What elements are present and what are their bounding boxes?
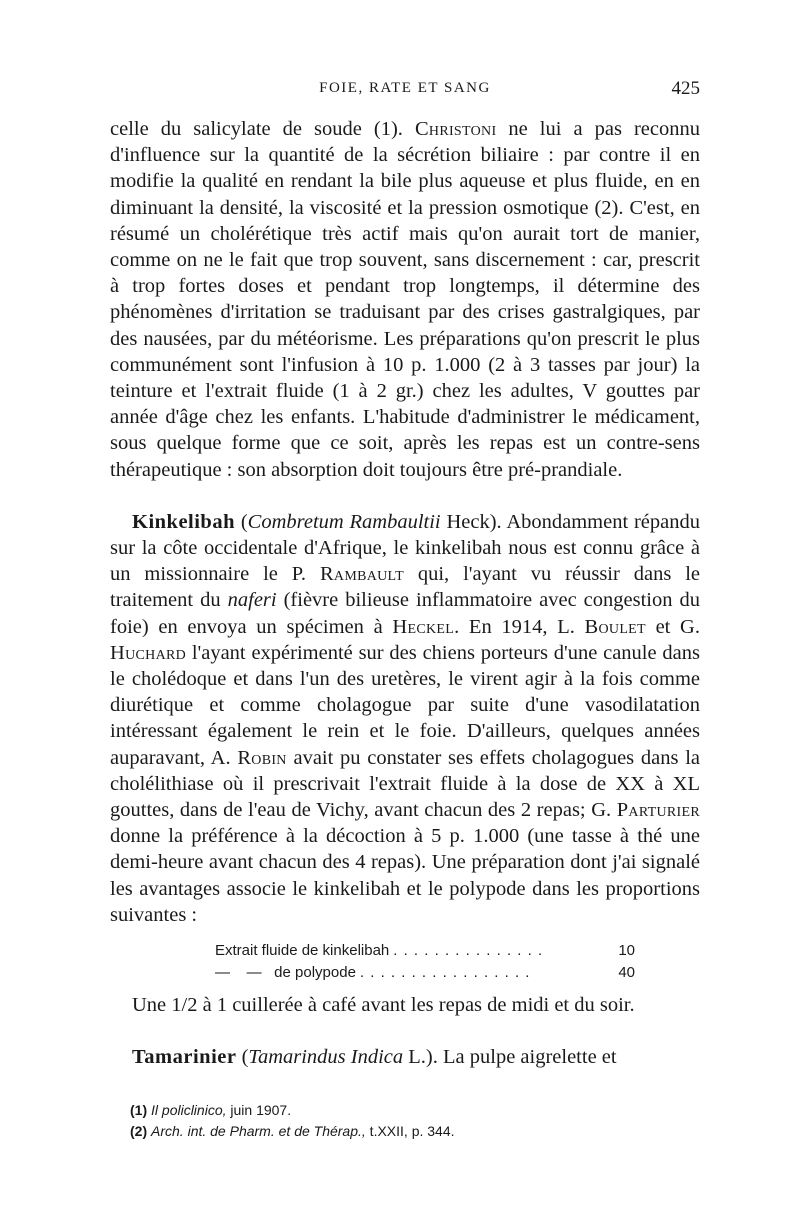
entry-term: Kinkelibah — [132, 510, 235, 533]
ingredient-label: — — de polypode — [215, 964, 356, 982]
latin-name: Combretum Rambaultii — [247, 510, 441, 533]
paragraph-tamarinier: Tamarinier (Tamarindus Indica L.). La pulpe aigrelette et — [132, 1046, 617, 1069]
paragraph-kinkelibah: Kinkelibah (Combretum Rambaultii Heck). Abondamment répandu sur la côte occidentale d'Afrique, le kinkelibah nous est connu grâce à un missionnaire le P. Rambault qui, l'ayant vu réussir dans le traitement du naferi (fièvre bilieuse inflammatoire avec congestion du foie) en envoya un spécimen à Heckel. En 1914, L. Boulet et G. Huchard l'ayant expérimenté sur des chiens porteurs d'une canule dans le cholédoque et dans l'un des uretères, le virent agir à la fois comme diurétique et comme cholagogue par suite d'une vasodilatation intéressant également le rein et le foie. D'ailleurs, quelques années auparavant, A. Robin avait pu constater ses effets cholagogues dans la cholélithiase où il prescrivait l'extrait fluide à la dose de XX à XL gouttes, dans de l'eau de Vichy, avant chacun des 2 repas; G. Parturier donne la préférence à la décoction à 5 p. 1.000 (une tasse à thé une demi-heure avant chacun des 4 repas). Une préparation dont j'ai signalé les avantages associe le kinkelibah et le polypode dans les proportions suivantes : — [110, 510, 701, 926]
footnote: (2) Arch. int. de Pharm. et de Thérap., t.XXII, p. 344. — [130, 1123, 455, 1139]
paragraph-salicylate: celle du salicylate de soude (1). Christoni ne lui a pas reconnu d'influence sur la quantité de la sécrétion biliaire : par contre il en modifie la qualité en rendant la bile plus aqueuse et plus fluide, en en diminuant la densité, la viscosité et la pression osmotique (2). C'est, en résumé un cholérétique très actif mais qu'on aurait tort de manier, comme on ne le fait que trop souvent, sans discernement : car, prescrit à trop fortes doses et pendant trop longtemps, il détermine des phénomènes d'irritation se traduisant par des crises gastralgiques, par des nausées, par du météorisme. Les préparations qu'on prescrit le plus communément sont l'infusion à 10 p. 1.000 (2 à 3 tasses par jour) la teinture et l'extrait fluide (1 à 2 gr.) chez les adultes, V gouttes par année d'âge chez les enfants. L'habitude d'administrer le médicament, sous quelque forme que ce soit, après les repas est un contre-sens thérapeutique : son absorption doit toujours être pré-prandiale. — [110, 118, 700, 481]
author-name: Heckel — [392, 615, 455, 638]
author-name: Boulet — [584, 615, 646, 638]
dosage-paragraph: Une 1/2 à 1 cuillerée à café avant les repas de midi et du soir. — [132, 994, 635, 1017]
recipe-row — [215, 940, 635, 962]
page-number: 425 — [671, 78, 700, 99]
ingredient-label: Extrait fluide de kinkelibah — [215, 942, 390, 960]
recipe-table — [215, 940, 635, 984]
entry-term: Tamarinier — [132, 1046, 237, 1069]
recipe-row — [215, 962, 635, 984]
author-name: Robin — [237, 746, 287, 769]
footnote: (1) Il policlinico, juin 1907. — [130, 1102, 292, 1118]
author-name: Huchard — [110, 641, 187, 664]
dot-leader: . . . . . . . . . . . . . . . — [393, 942, 544, 960]
latin-name: Tamarindus Indica — [248, 1046, 404, 1069]
disease-name: naferi — [227, 589, 277, 612]
page-body — [110, 116, 700, 1071]
footnotes — [130, 1100, 690, 1142]
ingredient-quantity: 40 — [618, 964, 635, 982]
running-title: FOIE, RATE ET SANG — [319, 80, 491, 96]
author-name: Parturier — [616, 799, 700, 822]
author-name: Rambault — [319, 563, 404, 586]
dot-leader: . . . . . . . . . . . . . . . . . — [359, 964, 531, 982]
author-name: Christoni — [414, 118, 497, 140]
page-header — [110, 80, 700, 104]
ingredient-quantity: 10 — [618, 942, 635, 960]
